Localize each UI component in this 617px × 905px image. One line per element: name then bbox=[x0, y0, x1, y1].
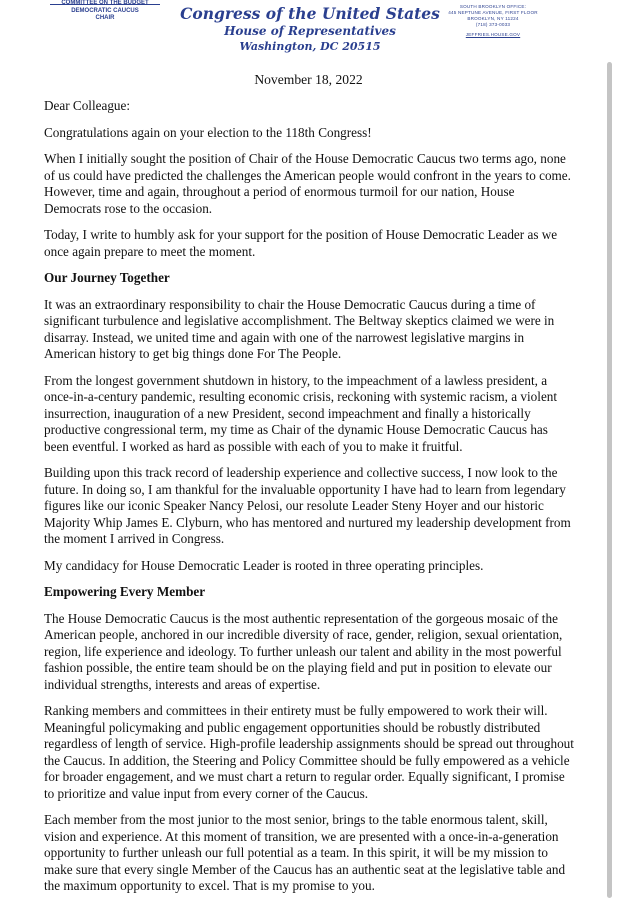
office-phone: (718) 373-0033 bbox=[475, 22, 511, 27]
letter-date: November 18, 2022 bbox=[254, 72, 363, 87]
paragraph-3: Today, I write to humbly ask for your support for the position of House Democratic Leader as we once again prepare to meet the moment. bbox=[44, 227, 558, 259]
letterhead-left-block bbox=[30, 0, 180, 22]
house-title: House of Representatives bbox=[224, 24, 396, 38]
section-heading-empowering: Empowering Every Member bbox=[44, 584, 206, 599]
salutation: Dear Colleague: bbox=[44, 98, 131, 113]
office-street: 445 NEPTUNE AVENUE, FIRST FLOOR bbox=[448, 10, 538, 15]
paragraph-6: Building upon this track record of leadership experience and collective success, I now look to the future. In doing so, I am thankful for the invaluable opportunity I have had to learn from legendary figures like our iconic Speaker Nancy Pelosi, our resolute Leader Steny Hoyer and our historic Majority Whip James E. Clyburn, who has mentored and nurtured my leadership development from the moment I arrived in Congress. bbox=[44, 465, 571, 546]
paragraph-5: From the longest government shutdown in history, to the impeachment of a lawless president, a once-in-a-century pandemic, resulting economic crisis, reckoning with systemic racism, a violent insurrection, inauguration of a new President, second impeachment and finally a historically productive congressional term, my time as Chair of the dynamic House Democratic Caucus has been eventful. I worked as hard as possible with each of you to make it fruitful. bbox=[44, 372, 558, 454]
paragraph-1: Congratulations again on your election to the 118th Congress! bbox=[44, 124, 372, 140]
paragraph-10: Each member from the most junior to the most senior, brings to the table enormous talent, skill, vision and experience. At this moment of transition, we are presented with a once-in-a-generation opportunity to further unleash our full potential as a team. In this spirit, it will be my mission to make sure that every single Member of the Caucus has an authentic seat at the legislative table and the maximum opportunity to excel. That is my promise to you. bbox=[44, 812, 566, 893]
letterhead-title-block bbox=[160, 4, 460, 54]
section-heading-journey: Our Journey Together bbox=[44, 270, 170, 285]
vertical-scrollbar[interactable] bbox=[605, 60, 613, 900]
paragraph-7: My candidacy for House Democratic Leader is rooted in three operating principles. bbox=[44, 557, 484, 573]
caucus-title: DEMOCRATIC CAUCUS bbox=[71, 8, 139, 14]
paragraph-9: Ranking members and committees in their entirety must be fully empowered to work their will. Meaningful policymaking and public engagement opportunities should be robustly distributed regardless of length of service. High-profile leadership assignments should be spread out throughout the Caucus. In addition, the Steering and Policy Committee should be fully empowered as a vehicle for broader engagement, and we must chart a return to regular order. Equally significant, I promise to prioritize and value input from every corner of the Caucus. bbox=[44, 703, 574, 801]
office-city: BROOKLYN, NY 11224 bbox=[467, 16, 519, 21]
committee-line: COMMITTEE ON THE BUDGET bbox=[50, 0, 160, 5]
letterhead-address-block bbox=[418, 4, 568, 38]
location-title: Washington, DC 20515 bbox=[239, 40, 381, 53]
office-name: SOUTH BROOKLYN OFFICE: bbox=[459, 4, 527, 9]
letter-body bbox=[44, 98, 574, 905]
caucus-role: CHAIR bbox=[95, 15, 115, 21]
congress-title: Congress of the United States bbox=[180, 4, 440, 23]
paragraph-4: It was an extraordinary responsibility to chair the House Democratic Caucus during a time of significant turbulence and legislative accomplishment. The Beltway skeptics claimed we were in disarray. Instead, we united time and again with one of the narrowest legislative margins in American history to get big things done For The People. bbox=[44, 296, 555, 361]
letterhead bbox=[0, 0, 617, 60]
paragraph-8: The House Democratic Caucus is the most authentic representation of the gorgeous mosaic of the American people, anchored in our incredible diversity of race, gender, religion, sexual orientation, region, life experience and ideology. To further unleash our talent and ability in the most powerful fashion possible, the entire team should be on the playing field and put in position to elevate our individual strengths, interests and areas of expertise. bbox=[44, 610, 563, 692]
paragraph-2: When I initially sought the position of Chair of the House Democratic Caucus two terms ago, none of us could have predicted the challenges the American people would confront in the years to come. However, time and again, throughout a period of enormous turmoil for our nation, House Democrats rose to the occasion. bbox=[44, 151, 571, 216]
website-link[interactable]: JEFFRIES.HOUSE.GOV bbox=[465, 32, 521, 37]
scrollbar-thumb[interactable] bbox=[607, 62, 612, 898]
